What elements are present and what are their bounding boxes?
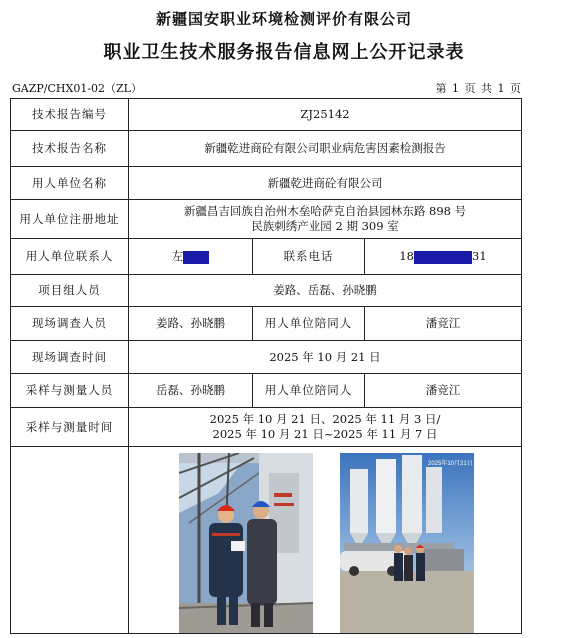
document-code: GAZP/CHX01-02（ZL） (12, 82, 142, 95)
photo-indoor-image (179, 453, 313, 633)
phone-prefix: 18 (399, 249, 414, 263)
photo-timestamp: 2025年10月21日 (428, 461, 473, 467)
redaction-block (414, 251, 472, 264)
address-line-1: 新疆昌吉回族自治州木垒哈萨克自治县园林东路 898 号 (183, 204, 467, 218)
value-employer: 新疆乾进商砼有限公司 (129, 167, 522, 200)
label-survey-companion: 用人单位陪同人 (253, 307, 365, 341)
row-team (11, 275, 522, 307)
label-survey-staff: 现场调查人员 (11, 307, 129, 341)
value-sampling-companion: 潘竞江 (365, 374, 522, 408)
row-report-no (11, 99, 522, 131)
address-line-2: 民族刺绣产业园 2 期 309 室 (251, 219, 399, 233)
row-address (11, 200, 522, 239)
row-contact (11, 239, 522, 275)
label-sampling-companion: 用人单位陪同人 (253, 374, 365, 408)
label-sampling-staff: 采样与测量人员 (11, 374, 129, 408)
photo-cell (129, 447, 522, 634)
value-survey-companion: 潘竞江 (365, 307, 522, 341)
label-address: 用人单位注册地址 (11, 200, 129, 239)
row-sampling-time (11, 408, 522, 447)
page-number: 第 1 页 共 1 页 (435, 82, 522, 95)
value-phone (365, 239, 522, 275)
photo-label-cell (11, 447, 129, 634)
value-contact (129, 239, 253, 275)
label-phone: 联系电话 (253, 239, 365, 275)
row-sampling-staff (11, 374, 522, 408)
value-survey-staff: 姜路、孙晓鹏 (129, 307, 253, 341)
photo-outdoor-sampling (340, 453, 474, 633)
row-employer (11, 167, 522, 200)
value-team: 姜路、岳磊、孙晓鹏 (129, 275, 522, 307)
photo-outdoor-image (340, 453, 474, 633)
row-survey-time (11, 341, 522, 374)
contact-name: 左 (171, 249, 184, 263)
label-employer: 用人单位名称 (11, 167, 129, 200)
label-team: 项目组人员 (11, 275, 129, 307)
sampling-time-line-1: 2025 年 10 月 21 日、2025 年 11 月 3 日/ (209, 412, 441, 426)
value-sampling-staff: 岳磊、孙晓鹏 (129, 374, 253, 408)
row-photos (11, 447, 522, 634)
label-sampling-time: 采样与测量时间 (11, 408, 129, 447)
value-address (129, 200, 522, 239)
label-survey-time: 现场调查时间 (11, 341, 129, 374)
row-survey-staff (11, 307, 522, 341)
sampling-time-line-2: 2025 年 10 月 21 日~2025 年 11 月 7 日 (212, 427, 438, 441)
org-name: 新疆国安职业环境检测评价有限公司 (155, 10, 412, 28)
value-report-name: 新疆乾进商砼有限公司职业病危害因素检测报告 (129, 131, 522, 167)
label-contact: 用人单位联系人 (11, 239, 129, 275)
form-title: 职业卫生技术服务报告信息网上公开记录表 (103, 42, 465, 63)
photo-indoor-survey (179, 453, 313, 633)
label-report-name: 技术报告名称 (11, 131, 129, 167)
record-table (10, 98, 522, 634)
phone-suffix: 31 (472, 249, 487, 263)
row-report-name (11, 131, 522, 167)
redaction-block (183, 251, 209, 264)
value-report-no: ZJ25142 (129, 99, 522, 131)
label-report-no: 技术报告编号 (11, 99, 129, 131)
value-survey-time: 2025 年 10 月 21 日 (129, 341, 522, 374)
value-sampling-time (129, 408, 522, 447)
